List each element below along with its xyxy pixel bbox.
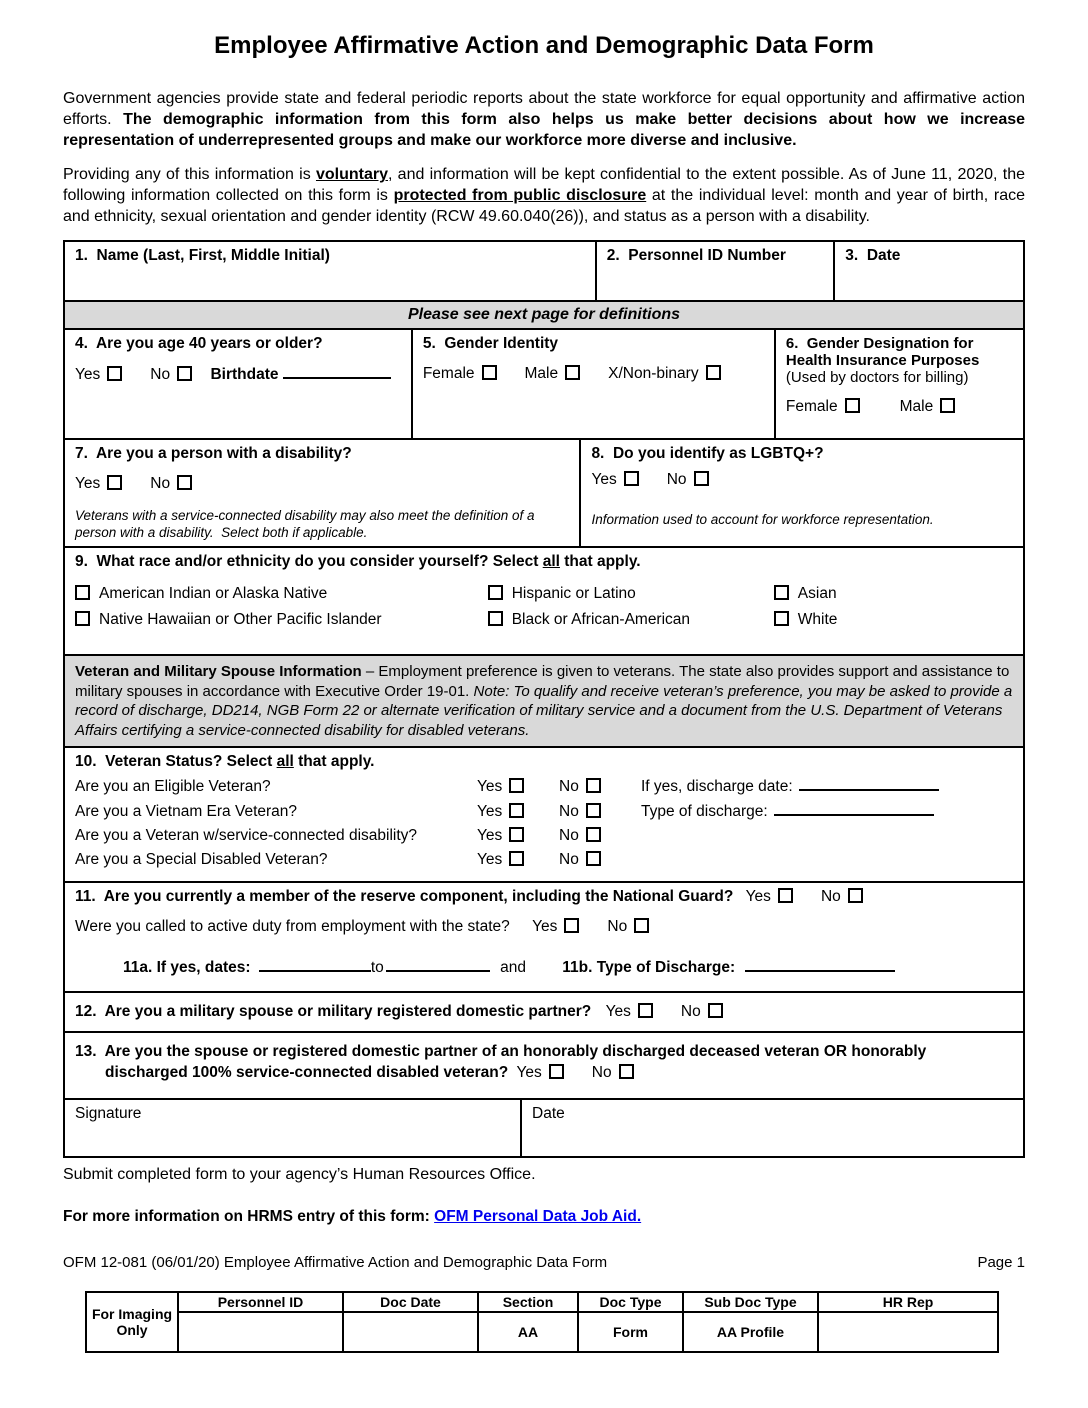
race-option-native-hawaiian: [75, 611, 488, 629]
race-option-asian: [774, 585, 1013, 603]
q11-active-duty-no-checkbox[interactable]: [634, 918, 649, 933]
q10-eligible-veteran-row: [75, 777, 1013, 796]
race-options-row-1: [75, 585, 1013, 603]
q10-discharge-date-label: If yes, discharge date:: [641, 778, 793, 795]
q13-no-checkbox[interactable]: [619, 1064, 634, 1079]
q6-male-label: Male: [899, 398, 934, 415]
question-8-cell: [579, 440, 1023, 546]
question-12-label: 12. Are you a military spouse or military registered domestic partner?: [75, 1003, 592, 1020]
imaging-section-value: AA: [478, 1312, 578, 1352]
questions-7-8-row: [65, 438, 1023, 546]
question-4-label: 4. Are you age 40 years or older?: [75, 335, 323, 352]
q8-no-checkbox[interactable]: [694, 471, 709, 486]
q11-line-3: [123, 958, 1013, 977]
q9-hispanic-label: Hispanic or Latino: [511, 585, 636, 602]
personnel-id-field-cell[interactable]: [595, 242, 834, 300]
q11-guard-no-label: No: [820, 888, 841, 905]
q9-american-indian-label: American Indian or Alaska Native: [99, 585, 328, 602]
q9-native-hawaiian-label: Native Hawaiian or Other Pacific Islander: [99, 611, 382, 628]
q5-female-label: Female: [422, 365, 475, 382]
q11a-to-word: to: [370, 959, 384, 976]
q10-eligible-no-checkbox[interactable]: [586, 778, 601, 793]
q4-birthdate-label: Birthdate: [210, 366, 279, 383]
q11b-discharge-type-blank[interactable]: [745, 958, 895, 972]
q6-female-label: Female: [785, 398, 838, 415]
question-11-row: [65, 881, 1023, 991]
q5-nonbinary-checkbox[interactable]: [706, 365, 721, 380]
q13-yes-checkbox[interactable]: [549, 1064, 564, 1079]
q10-vietnam-yes-label: Yes: [477, 803, 503, 820]
q9-black-label: Black or African-American: [511, 611, 691, 628]
q10-vietnam-no-checkbox[interactable]: [586, 803, 601, 818]
q4-birthdate-blank[interactable]: [283, 365, 391, 379]
imaging-hr-rep-cell[interactable]: [818, 1312, 998, 1352]
imaging-table: [85, 1291, 999, 1353]
signature-row: [65, 1098, 1023, 1156]
definitions-note: Please see next page for definitions: [65, 302, 1023, 328]
question-8-label: 8. Do you identify as LGBTQ+?: [591, 445, 824, 462]
q5-male-checkbox[interactable]: [565, 365, 580, 380]
q7-yes-label: Yes: [75, 475, 101, 492]
q9-asian-label: Asian: [797, 585, 837, 602]
date-field-cell[interactable]: [833, 242, 1023, 300]
submit-note: Submit completed form to your agency’s Human Resources Office.: [63, 1166, 536, 1183]
q10-discharge-type-label: Type of discharge:: [641, 803, 768, 820]
imaging-header-doc-date: Doc Date: [343, 1292, 478, 1312]
q10-vietnam-yes-checkbox[interactable]: [509, 803, 524, 818]
name-field-label: 1. Name (Last, First, Middle Initial): [75, 247, 330, 264]
q10-vietnam-veteran-row: [75, 802, 1013, 821]
q10-special-disabled-yes-checkbox[interactable]: [509, 851, 524, 866]
question-6-label: 6. Gender Designation for Health Insurance Purposes: [785, 335, 980, 369]
q8-no-label: No: [666, 471, 687, 488]
veteran-banner: [65, 656, 1023, 746]
q8-yes-label: Yes: [591, 471, 617, 488]
q13-yes-label: Yes: [516, 1064, 542, 1081]
q12-no-label: No: [680, 1003, 701, 1020]
question-6-sublabel: (Used by doctors for billing): [785, 369, 969, 386]
questions-4-5-6-row: [65, 328, 1023, 438]
imaging-doc-type-value: Form: [578, 1312, 683, 1352]
q11-guard-yes-label: Yes: [745, 888, 771, 905]
q6-male-checkbox[interactable]: [940, 398, 955, 413]
race-options-row-2: [75, 611, 1013, 629]
imaging-for-imaging-only-label: For Imaging Only: [86, 1292, 178, 1352]
question-7-options: [75, 475, 569, 493]
race-options-grid: [75, 585, 1013, 629]
question-8-options: [591, 471, 1013, 489]
intro-p2-voluntary: voluntary: [315, 166, 388, 183]
hrms-info-label: For more information on HRMS entry of this form:: [63, 1208, 435, 1225]
q10-service-connected-yes-label: Yes: [477, 827, 503, 844]
intro-p1-bold-text: The demographic information from this form also helps us make better decisions about how we increase representation of underrepresented groups and make our workforce more diverse and inclusive.: [63, 111, 1026, 149]
q12-yes-checkbox[interactable]: [638, 1003, 653, 1018]
imaging-values-row: [86, 1312, 998, 1352]
question-9-label: [75, 553, 1013, 571]
q10-service-connected-yes-checkbox[interactable]: [509, 827, 524, 842]
q9-label-all: all: [542, 553, 560, 570]
imaging-sub-doc-type-value: AA Profile: [683, 1312, 818, 1352]
question-7-cell: [65, 440, 579, 546]
q11-guard-no-checkbox[interactable]: [848, 888, 863, 903]
footer-line: [63, 1254, 1025, 1271]
header-fields-row: [65, 242, 1023, 300]
intro-p2-text-2: , and information will be kept confidential to the extent possible. As of June 11, 2020, the following information collected on this form is: [63, 166, 1025, 204]
q10-vietnam-question: Are you a Vietnam Era Veteran?: [75, 803, 298, 820]
veteran-banner-row: [65, 654, 1023, 746]
race-option-american-indian: [75, 585, 488, 603]
q11a-date-from-blank[interactable]: [259, 958, 371, 972]
question-7-label: 7. Are you a person with a disability?: [75, 445, 352, 462]
q10-service-connected-no-label: No: [559, 827, 579, 844]
q10-special-disabled-yes-label: Yes: [477, 851, 503, 868]
question-6-options: [786, 398, 1013, 416]
q5-male-label: Male: [524, 365, 559, 382]
q10-special-disabled-no-checkbox[interactable]: [586, 851, 601, 866]
q4-no-checkbox[interactable]: [177, 366, 192, 381]
imaging-header-doc-type: Doc Type: [578, 1292, 683, 1312]
name-field-cell[interactable]: [65, 242, 595, 300]
q7-yes-checkbox[interactable]: [107, 475, 122, 490]
q10-eligible-no-label: No: [559, 778, 579, 795]
form-id-text: OFM 12-081 (06/01/20) Employee Affirmative Action and Demographic Data Form: [63, 1254, 608, 1271]
race-option-white: [774, 611, 1013, 629]
q4-no-label: No: [150, 366, 171, 383]
personnel-id-field-label: 2. Personnel ID Number: [606, 247, 786, 264]
page-title: Employee Affirmative Action and Demographic Data Form: [214, 32, 874, 59]
hrms-info-line: [63, 1208, 1025, 1226]
imaging-doc-date-cell[interactable]: [343, 1312, 478, 1352]
imaging-personnel-id-cell[interactable]: [178, 1312, 343, 1352]
imaging-header-row: [86, 1292, 998, 1312]
signature-field-label: Signature: [75, 1105, 142, 1122]
q9-asian-checkbox[interactable]: [774, 585, 789, 600]
q10-vietnam-no-label: No: [559, 803, 579, 820]
q8-yes-checkbox[interactable]: [624, 471, 639, 486]
q9-white-checkbox[interactable]: [774, 611, 789, 626]
q10-eligible-yes-checkbox[interactable]: [509, 778, 524, 793]
definitions-note-row: [65, 300, 1023, 328]
q11-active-duty-yes-checkbox[interactable]: [564, 918, 579, 933]
race-option-black: [488, 611, 774, 629]
q10-service-connected-no-checkbox[interactable]: [586, 827, 601, 842]
q11-guard-yes-checkbox[interactable]: [778, 888, 793, 903]
question-4-cell: [65, 330, 411, 438]
signature-date-field-label: Date: [532, 1105, 565, 1122]
veteran-banner-text: – Employment preference is given to veterans. The state also provides support and assistance to military spouses in accordance with Executive Order 19-01.: [75, 663, 1010, 700]
question-13-cell: [65, 1033, 1023, 1098]
q10-label-pre: 10. Veteran Status? Select: [75, 753, 277, 770]
question-10-row: [65, 746, 1023, 881]
veteran-banner-note: Note: To qualify and receive veteran’s preference, you may be asked to provide a record of discharge, DD214, NGB Form 22 or alternate verification of military service and a document from the U.S. Department of Veterans Affairs certifying a service-connected disability for disabled veterans.: [75, 682, 1013, 739]
q4-yes-checkbox[interactable]: [107, 366, 122, 381]
race-option-hispanic: [488, 585, 774, 603]
q4-yes-label: Yes: [75, 366, 101, 383]
imaging-header-hr-rep: HR Rep: [818, 1292, 998, 1312]
q10-eligible-yes-label: Yes: [477, 778, 503, 795]
q11-active-duty-yes-label: Yes: [532, 918, 558, 935]
question-12-cell: [65, 993, 1023, 1031]
q9-american-indian-checkbox[interactable]: [75, 585, 90, 600]
q11-active-duty-no-label: No: [607, 918, 628, 935]
question-7-note: Veterans with a service-connected disability may also meet the definition of a person with a disability. Select both if applicable.: [75, 508, 539, 540]
q9-label-post: that apply.: [559, 553, 641, 570]
imaging-header-personnel-id: Personnel ID: [178, 1292, 343, 1312]
q6-female-checkbox[interactable]: [845, 398, 860, 413]
question-13-label-line-2: discharged 100% service-connected disabled veteran?: [105, 1064, 509, 1081]
q10-discharge-date-blank[interactable]: [799, 777, 939, 791]
imaging-header-section: Section: [478, 1292, 578, 1312]
q11-active-duty-question: Were you called to active duty from employment with the state?: [75, 918, 510, 935]
question-8-note: Information used to account for workforce representation.: [591, 512, 934, 527]
intro-paragraph-2: [63, 164, 1025, 227]
question-5-label: 5. Gender Identity: [422, 335, 559, 352]
intro-p2-protected: protected from public disclosure: [393, 187, 647, 204]
q7-no-label: No: [150, 475, 171, 492]
question-11-cell: [65, 883, 1023, 991]
q7-no-checkbox[interactable]: [177, 475, 192, 490]
date-field-label: 3. Date: [845, 247, 901, 264]
intro-paragraph-1: [63, 88, 1025, 151]
question-13-line-2: [75, 1064, 1013, 1082]
intro-p2-text-1: Providing any of this information is: [63, 166, 316, 183]
question-6-cell: [774, 330, 1023, 438]
imaging-header-sub-doc-type: Sub Doc Type: [683, 1292, 818, 1312]
question-12-row: [65, 991, 1023, 1031]
question-10-label: [75, 753, 1013, 771]
question-9-row: [65, 546, 1023, 654]
q5-nonbinary-label: X/Non-binary: [608, 365, 699, 382]
q9-white-label: White: [797, 611, 838, 628]
hrms-job-aid-link[interactable]: OFM Personal Data Job Aid.: [434, 1208, 642, 1225]
q10-special-disabled-question: Are you a Special Disabled Veteran?: [75, 851, 328, 868]
question-5-cell: [411, 330, 774, 438]
q11-line-1: [75, 888, 1013, 906]
q9-label-pre: 9. What race and/or ethnicity do you consider yourself? Select: [75, 553, 543, 570]
q11a-and-word: and: [500, 959, 526, 976]
question-10-cell: [65, 748, 1023, 881]
q11a-date-to-blank[interactable]: [386, 958, 490, 972]
q12-no-checkbox[interactable]: [708, 1003, 723, 1018]
q10-special-disabled-no-label: No: [559, 851, 579, 868]
veteran-banner-title: Veteran and Military Spouse Information: [75, 663, 362, 680]
q10-label-all: all: [276, 753, 294, 770]
main-form-table: [63, 240, 1025, 1158]
page-number: Page 1: [977, 1254, 1025, 1271]
q11a-label: 11a. If yes, dates:: [123, 959, 251, 976]
question-5-options: [423, 365, 764, 383]
question-13-row: [65, 1031, 1023, 1098]
q10-discharge-type-blank[interactable]: [774, 802, 934, 816]
q10-service-connected-row: [75, 827, 1013, 845]
q10-label-post: that apply.: [293, 753, 375, 770]
question-4-options: [75, 365, 401, 384]
q10-service-connected-question: Are you a Veteran w/service-connected disability?: [75, 827, 418, 844]
q9-black-checkbox[interactable]: [488, 611, 503, 626]
q9-hispanic-checkbox[interactable]: [488, 585, 503, 600]
q10-eligible-question: Are you an Eligible Veteran?: [75, 778, 271, 795]
q10-special-disabled-row: [75, 851, 1013, 869]
question-13-label-line-1: 13. Are you the spouse or registered domestic partner of an honorably discharged deceased veteran OR honorably: [75, 1043, 927, 1060]
question-11-label: 11. Are you currently a member of the reserve component, including the National Guard?: [75, 888, 734, 905]
intro-p1-text: Government agencies provide state and federal periodic reports about the state workforce for equal opportunity and affirmative action efforts.: [63, 90, 1025, 128]
signature-field-cell[interactable]: [65, 1100, 520, 1156]
question-9-cell: [65, 548, 1023, 654]
intro-p2-text-3: at the individual level: month and year of birth, race and ethnicity, sexual orientation and gender identity (RCW 49.60.040(26)), and status as a person with a disability.: [63, 187, 1026, 225]
q11-line-2: [75, 918, 1013, 936]
signature-date-field-cell[interactable]: [520, 1100, 1023, 1156]
q9-native-hawaiian-checkbox[interactable]: [75, 611, 90, 626]
q12-yes-label: Yes: [605, 1003, 631, 1020]
q5-female-checkbox[interactable]: [482, 365, 497, 380]
q11b-label: 11b. Type of Discharge:: [562, 959, 736, 976]
q13-no-label: No: [591, 1064, 612, 1081]
